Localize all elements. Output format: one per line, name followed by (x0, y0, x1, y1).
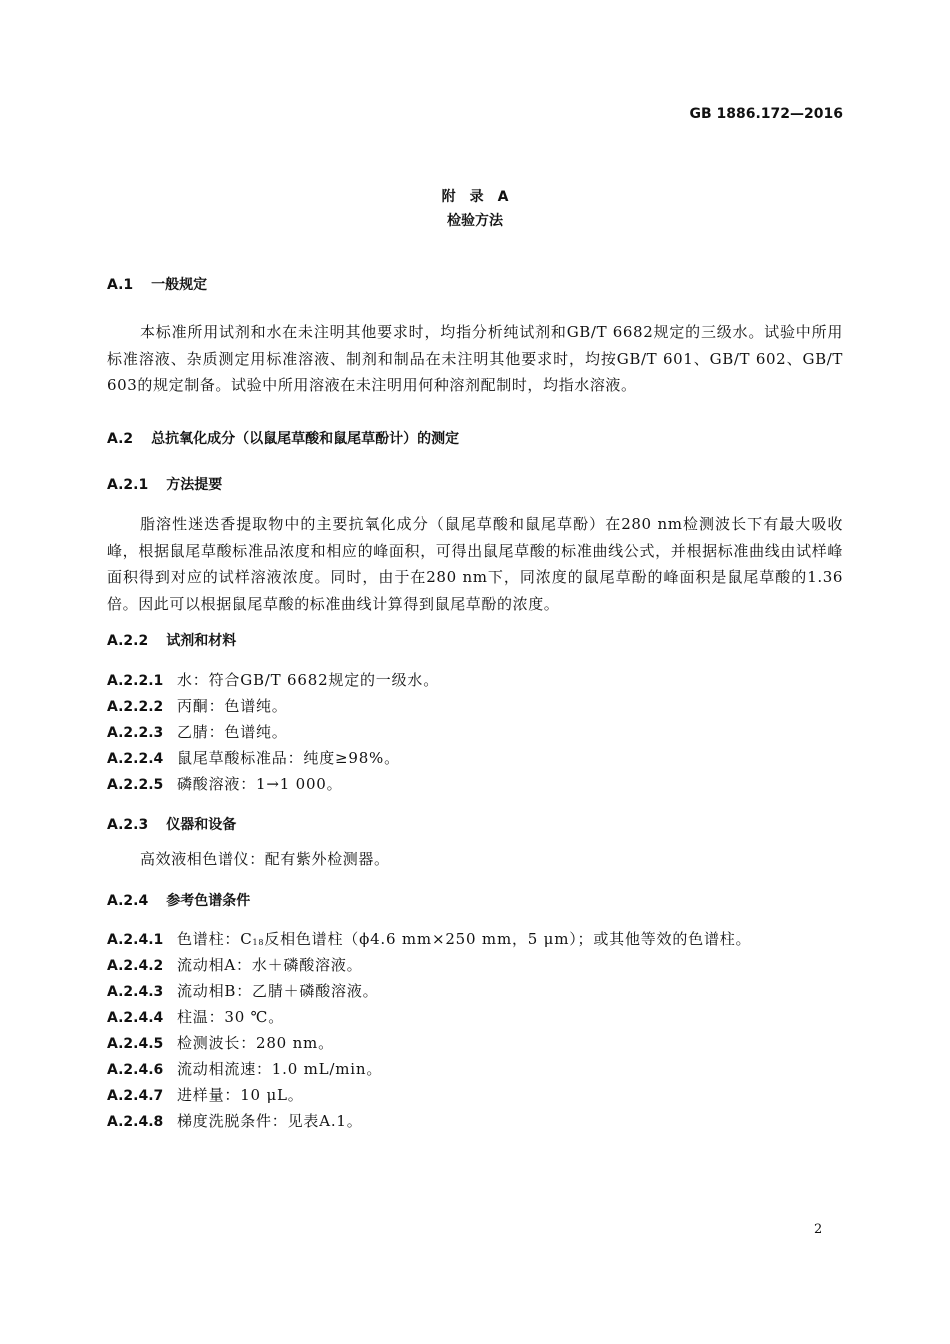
section-heading-a22 (107, 630, 236, 650)
item-text: 柱温：30 ℃。 (177, 1008, 285, 1026)
list-item (107, 978, 378, 1005)
appendix-label: 附 录 A (441, 189, 509, 205)
list-item (107, 745, 400, 772)
item-text: 水：符合GB/T 6682规定的一级水。 (177, 671, 440, 689)
section-title: 一般规定 (151, 277, 208, 293)
paragraph-a23: 高效液相色谱仪：配有紫外检测器。 (140, 850, 390, 868)
item-number: A.2.4.3 (107, 984, 164, 1000)
section-title: 参考色谱条件 (166, 893, 251, 909)
list-item (107, 1004, 284, 1031)
item-text: 流动相流速：1.0 mL/min。 (177, 1060, 383, 1078)
item-number: A.2.4.5 (107, 1036, 164, 1052)
section-heading-a21 (107, 474, 222, 494)
item-text: 鼠尾草酸标准品：纯度≥98%。 (177, 749, 400, 767)
section-number: A.1 (107, 277, 134, 293)
item-number: A.2.4.4 (107, 1010, 164, 1026)
item-text-pre: 色谱柱：C (177, 930, 253, 948)
section-title: 仪器和设备 (166, 817, 237, 833)
list-item (107, 719, 288, 746)
item-text (177, 930, 751, 948)
item-number: A.2.4.2 (107, 958, 164, 974)
subscript: 18 (252, 938, 265, 947)
item-text: 流动相B：乙腈＋磷酸溶液。 (177, 982, 379, 1000)
item-number: A.2.2.3 (107, 725, 164, 741)
item-text: 丙酮：色谱纯。 (177, 697, 288, 715)
item-text: 乙腈：色谱纯。 (177, 723, 288, 741)
list-item (107, 952, 362, 979)
list-item (107, 1108, 363, 1135)
list-item (107, 1082, 304, 1109)
list-item (107, 1030, 334, 1057)
section-title: 方法提要 (166, 477, 223, 493)
section-number: A.2.2 (107, 633, 149, 649)
section-heading-a2 (107, 428, 459, 448)
item-number: A.2.4.7 (107, 1088, 164, 1104)
section-number: A.2.4 (107, 893, 149, 909)
list-item (107, 771, 342, 798)
standard-number: GB 1886.172—2016 (689, 106, 843, 122)
list-item (107, 667, 439, 694)
section-heading-a1 (107, 274, 207, 294)
item-number: A.2.2.2 (107, 699, 164, 715)
section-heading-a24 (107, 890, 250, 910)
section-heading-a23 (107, 814, 236, 834)
item-number: A.2.2.5 (107, 777, 164, 793)
list-item (107, 693, 288, 720)
paragraph-a1: 本标准所用试剂和水在未注明其他要求时，均指分析纯试剂和GB/T 6682规定的三级水。试验中所用标准溶液、杂质测定用标准溶液、制剂和制品在未注明其他要求时，均按GB/T 601、GB/T 602、GB/T 603的规定制备。试验中所用溶液在未注明用何种溶剂配制时，均指水溶液。 (107, 323, 843, 394)
item-number: A.2.4.6 (107, 1062, 164, 1078)
item-text: 梯度洗脱条件：见表A.1。 (177, 1112, 363, 1130)
section-number: A.2.1 (107, 477, 149, 493)
paragraph-a21: 脂溶性迷迭香提取物中的主要抗氧化成分（鼠尾草酸和鼠尾草酚）在280 nm检测波长下有最大吸收峰，根据鼠尾草酸标准品浓度和相应的峰面积，可得出鼠尾草酸的标准曲线公式，并根据标准曲线由试样峰面积得到对应的试样溶液浓度。同时，由于在280 nm下，同浓度的鼠尾草酚的峰面积是鼠尾草酸的1.36倍。因此可以根据鼠尾草酸的标准曲线计算得到鼠尾草酚的浓度。 (107, 515, 843, 613)
section-number: A.2.3 (107, 817, 149, 833)
appendix-title: 检验方法 (447, 213, 503, 229)
section-title: 试剂和材料 (166, 633, 237, 649)
section-number: A.2 (107, 431, 134, 447)
item-text: 进样量：10 μL。 (177, 1086, 304, 1104)
item-text-post: 反相色谱柱（ϕ4.6 mm×250 mm，5 μm）；或其他等效的色谱柱。 (264, 930, 752, 948)
item-number: A.2.2.4 (107, 751, 164, 767)
item-number: A.2.4.8 (107, 1114, 164, 1130)
item-number: A.2.2.1 (107, 673, 164, 689)
section-title: 总抗氧化成分（以鼠尾草酸和鼠尾草酚计）的测定 (151, 431, 460, 447)
item-number: A.2.4.1 (107, 932, 164, 948)
item-text: 流动相A：水＋磷酸溶液。 (177, 956, 363, 974)
page-number: 2 (814, 1222, 823, 1237)
item-text: 磷酸溶液：1→1 000。 (177, 775, 343, 793)
list-item (107, 1056, 382, 1083)
item-text: 检测波长：280 nm。 (177, 1034, 334, 1052)
